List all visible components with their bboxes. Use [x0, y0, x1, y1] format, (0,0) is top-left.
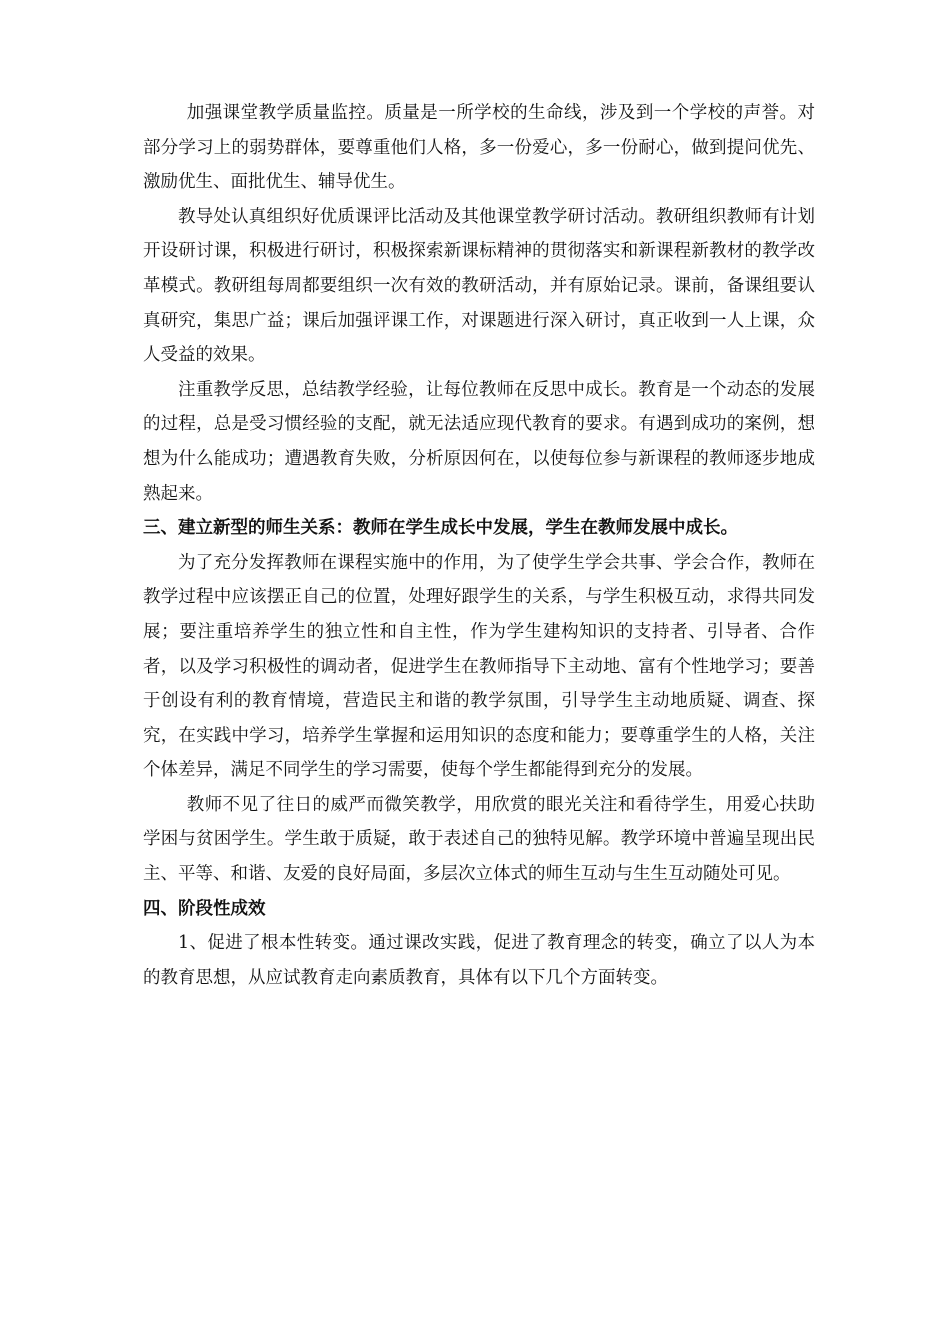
paragraph-fundamental-change: 1、促进了根本性转变。通过课改实践，促进了教育理念的转变，确立了以人为本的教育思想，从应试教育走向素质教育，具体有以下几个方面转变。	[143, 933, 815, 988]
paragraph-teaching-research: 教导处认真组织好优质课评比活动及其他课堂教学研讨活动。教研组织教师有计划开设研讨课，积极进行研讨，积极探索新课标精神的贯彻落实和新课程新教材的教学改革模式。教研组每周都要组织一次有效的教研活动，并有原始记录。课前，备课组要认真研究，集思广益；课后加强评课工作，对课题进行深入研讨，真正收到一人上课，众人受益的效果。	[143, 206, 815, 366]
section-heading-teacher-student-relationship: 三、建立新型的师生关系：教师在学生成长中发展，学生在教师发展中成长。	[143, 518, 738, 539]
paragraph-teaching-reflection: 注重教学反思，总结教学经验，让每位教师在反思中成长。教育是一个动态的发展的过程，总是受习惯经验的支配，就无法适应现代教育的要求。有遇到成功的案例，想想为什么能成功；遭遇教育失败，分析原因何在，以使每位参与新课程的教师逐步地成熟起来。	[143, 379, 815, 504]
paragraph-classroom-atmosphere: 教师不见了往日的威严而微笑教学，用欣赏的眼光关注和看待学生，用爱心扶助学困与贫困学生。学生敢于质疑，敢于表述自己的独特见解。教学环境中普遍呈现出民主、平等、和谐、友爱的良好局面，多层次立体式的师生互动与生生互动随处可见。	[143, 794, 815, 885]
section-heading-stage-results: 四、阶段性成效	[143, 898, 266, 919]
document-page	[143, 96, 815, 995]
paragraph-quality-monitoring: 加强课堂教学质量监控。质量是一所学校的生命线，涉及到一个学校的声誉。对部分学习上的弱势群体，要尊重他们人格，多一份爱心，多一份耐心，做到提问优先、激励优生、面批优生、辅导优生。	[143, 103, 815, 193]
paragraph-teacher-role: 为了充分发挥教师在课程实施中的作用，为了使学生学会共事、学会合作，教师在教学过程中应该摆正自己的位置，处理好跟学生的关系，与学生积极互动，求得共同发展；要注重培养学生的独立性和自主性，作为学生建构知识的支持者、引导者、合作者，以及学习积极性的调动者，促进学生在教师指导下主动地、富有个性地学习；要善于创设有利的教育情境，营造民主和谐的教学氛围，引导学生主动地质疑、调查、探究，在实践中学习，培养学生掌握和运用知识的态度和能力；要尊重学生的人格，关注个体差异，满足不同学生的学习需要，使每个学生都能得到充分的发展。	[143, 552, 815, 781]
